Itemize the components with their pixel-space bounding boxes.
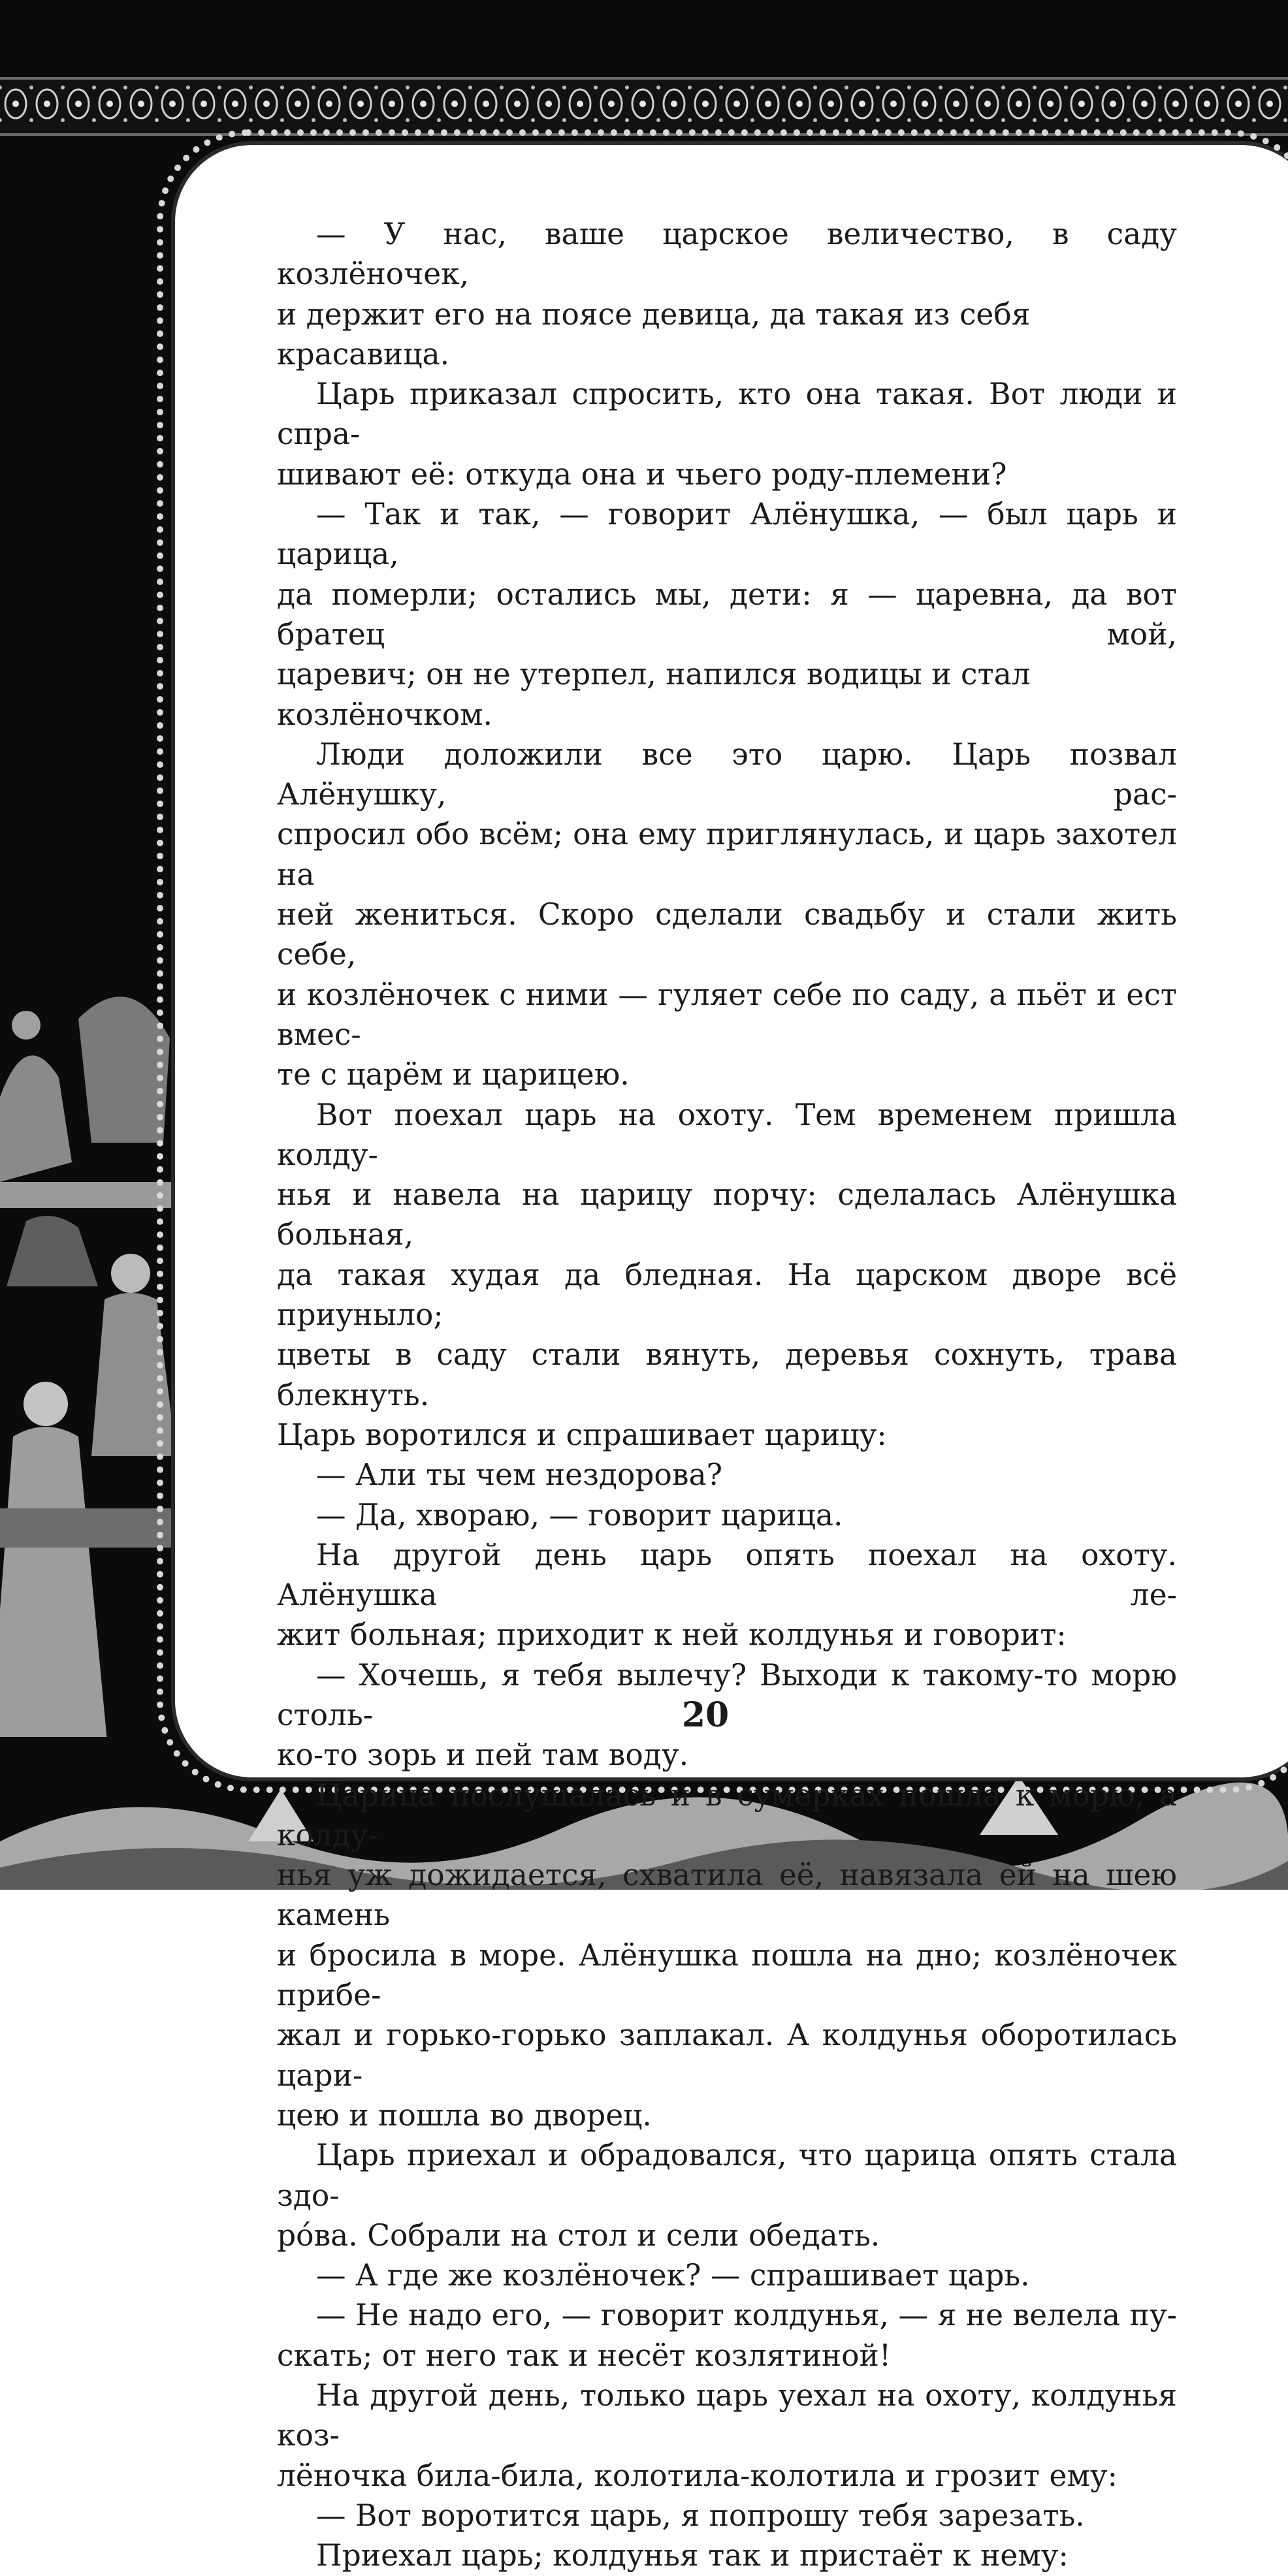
text-line: да такая худая да бледная. На царском дворе всё приуныло; bbox=[277, 1257, 1177, 1333]
text-line: — У нас, ваше царское величество, в саду козлёночек, bbox=[277, 217, 1177, 292]
paragraph bbox=[277, 2496, 1177, 2536]
text-line: спросил обо всём; она ему приглянулась, и царь захотел на bbox=[277, 817, 1177, 892]
text-line: скать; от него так и несёт козлятиной! bbox=[277, 2338, 892, 2373]
paragraph bbox=[277, 735, 1177, 1095]
paragraph bbox=[277, 494, 1177, 735]
text-line: ней жениться. Скоро сделали свадьбу и стали жить себе, bbox=[277, 897, 1177, 972]
text-line: Царица послушалась и в сумерках пошла к морю, а колду- bbox=[277, 1777, 1177, 1852]
text-line: — Али ты чем нездорова? bbox=[316, 1457, 722, 1493]
page-number: 20 bbox=[681, 1695, 730, 1735]
paragraph bbox=[277, 2295, 1177, 2376]
paragraph bbox=[277, 1095, 1177, 1455]
text-line: цею и пошла во дворец. bbox=[277, 2097, 652, 2133]
ornamental-border-top bbox=[0, 77, 1288, 136]
text-line: — Так и так, — говорит Алёнушка, — был царь и царица, bbox=[277, 497, 1177, 572]
text-line: Вот поехал царь на охоту. Тем временем пришла колду- bbox=[277, 1097, 1177, 1172]
paragraph bbox=[277, 2135, 1177, 2255]
story-text bbox=[277, 214, 1177, 2576]
text-line: и бросила в море. Алёнушка пошла на дно; козлёночек прибе- bbox=[277, 1937, 1177, 2013]
text-line: — Не надо его, — говорит колдунья, — я не велела пу- bbox=[316, 2298, 1177, 2333]
paragraph bbox=[277, 2536, 1177, 2575]
paragraph bbox=[277, 214, 1177, 374]
text-line: жит больная; приходит к ней колдунья и говорит: bbox=[277, 1617, 1067, 1653]
paragraph bbox=[277, 2376, 1177, 2496]
text-line: На другой день царь опять поехал на охоту. Алёнушка ле- bbox=[277, 1537, 1177, 1613]
text-line: лёночка била-била, колотила-колотила и грозит ему: bbox=[277, 2458, 1118, 2493]
paragraph bbox=[277, 2255, 1177, 2295]
paragraph bbox=[277, 374, 1177, 494]
text-line: ко-то зорь и пей там воду. bbox=[277, 1738, 689, 1773]
paragraph bbox=[277, 1455, 1177, 1495]
text-line: — Хочешь, я тебя вылечу? Выходи к такому-то морю столь- bbox=[277, 1657, 1177, 1732]
text-line: Люди доложили все это царю. Царь позвал Алёнушку, рас- bbox=[277, 737, 1177, 812]
text-line: нья уж дожидается, схватила её, навязала ей на шею камень bbox=[277, 1858, 1177, 1933]
text-line: царевич; он не утерпел, напился водицы и стал козлёночком. bbox=[277, 657, 1031, 732]
text-line: цветы в саду стали вянуть, деревья сохнуть, трава блекнуть. bbox=[277, 1337, 1177, 1412]
text-line: нья и навела на царицу порчу: сделалась Алёнушка больная, bbox=[277, 1177, 1177, 1252]
text-line: — Вот воротится царь, я попрошу тебя зарезать. bbox=[316, 2498, 1085, 2533]
text-line: Царь приказал спросить, кто она такая. Вот люди и спра- bbox=[277, 377, 1177, 452]
text-line: — Да, хвораю, — говорит царица. bbox=[316, 1497, 843, 1533]
paragraph bbox=[277, 1495, 1177, 1535]
text-line: Приехал царь; колдунья так и пристаёт к нему: bbox=[316, 2538, 1069, 2573]
text-line: жал и горько-горько заплакал. А колдунья оборотилась цари- bbox=[277, 2018, 1177, 2093]
text-line: Царь воротился и спрашивает царицу: bbox=[277, 1417, 887, 1452]
text-line: да померли; остались мы, дети: я — царевна, да вот братец мой, bbox=[277, 577, 1177, 652]
text-line: шивают её: откуда она и чьего роду-племени? bbox=[277, 456, 1007, 492]
text-line: Царь приехал и обрадовался, что царица опять стала здо- bbox=[277, 2138, 1177, 2213]
text-line: и козлёночек с ними — гуляет себе по саду, а пьёт и ест вмес- bbox=[277, 977, 1177, 1052]
ornament-pattern bbox=[0, 80, 1288, 128]
text-line: На другой день, только царь уехал на охоту, колдунья коз- bbox=[277, 2378, 1177, 2453]
text-line: — А где же козлёночек? — спрашивает царь. bbox=[316, 2258, 1030, 2293]
paragraph bbox=[277, 1535, 1177, 1655]
text-line: и держит его на поясе девица, да такая из себя красавица. bbox=[277, 296, 1031, 372]
text-line: те с царём и царицею. bbox=[277, 1057, 630, 1092]
paragraph bbox=[277, 1775, 1177, 2136]
text-line: ро́ва. Собрали на стол и сели обедать. bbox=[277, 2218, 880, 2253]
